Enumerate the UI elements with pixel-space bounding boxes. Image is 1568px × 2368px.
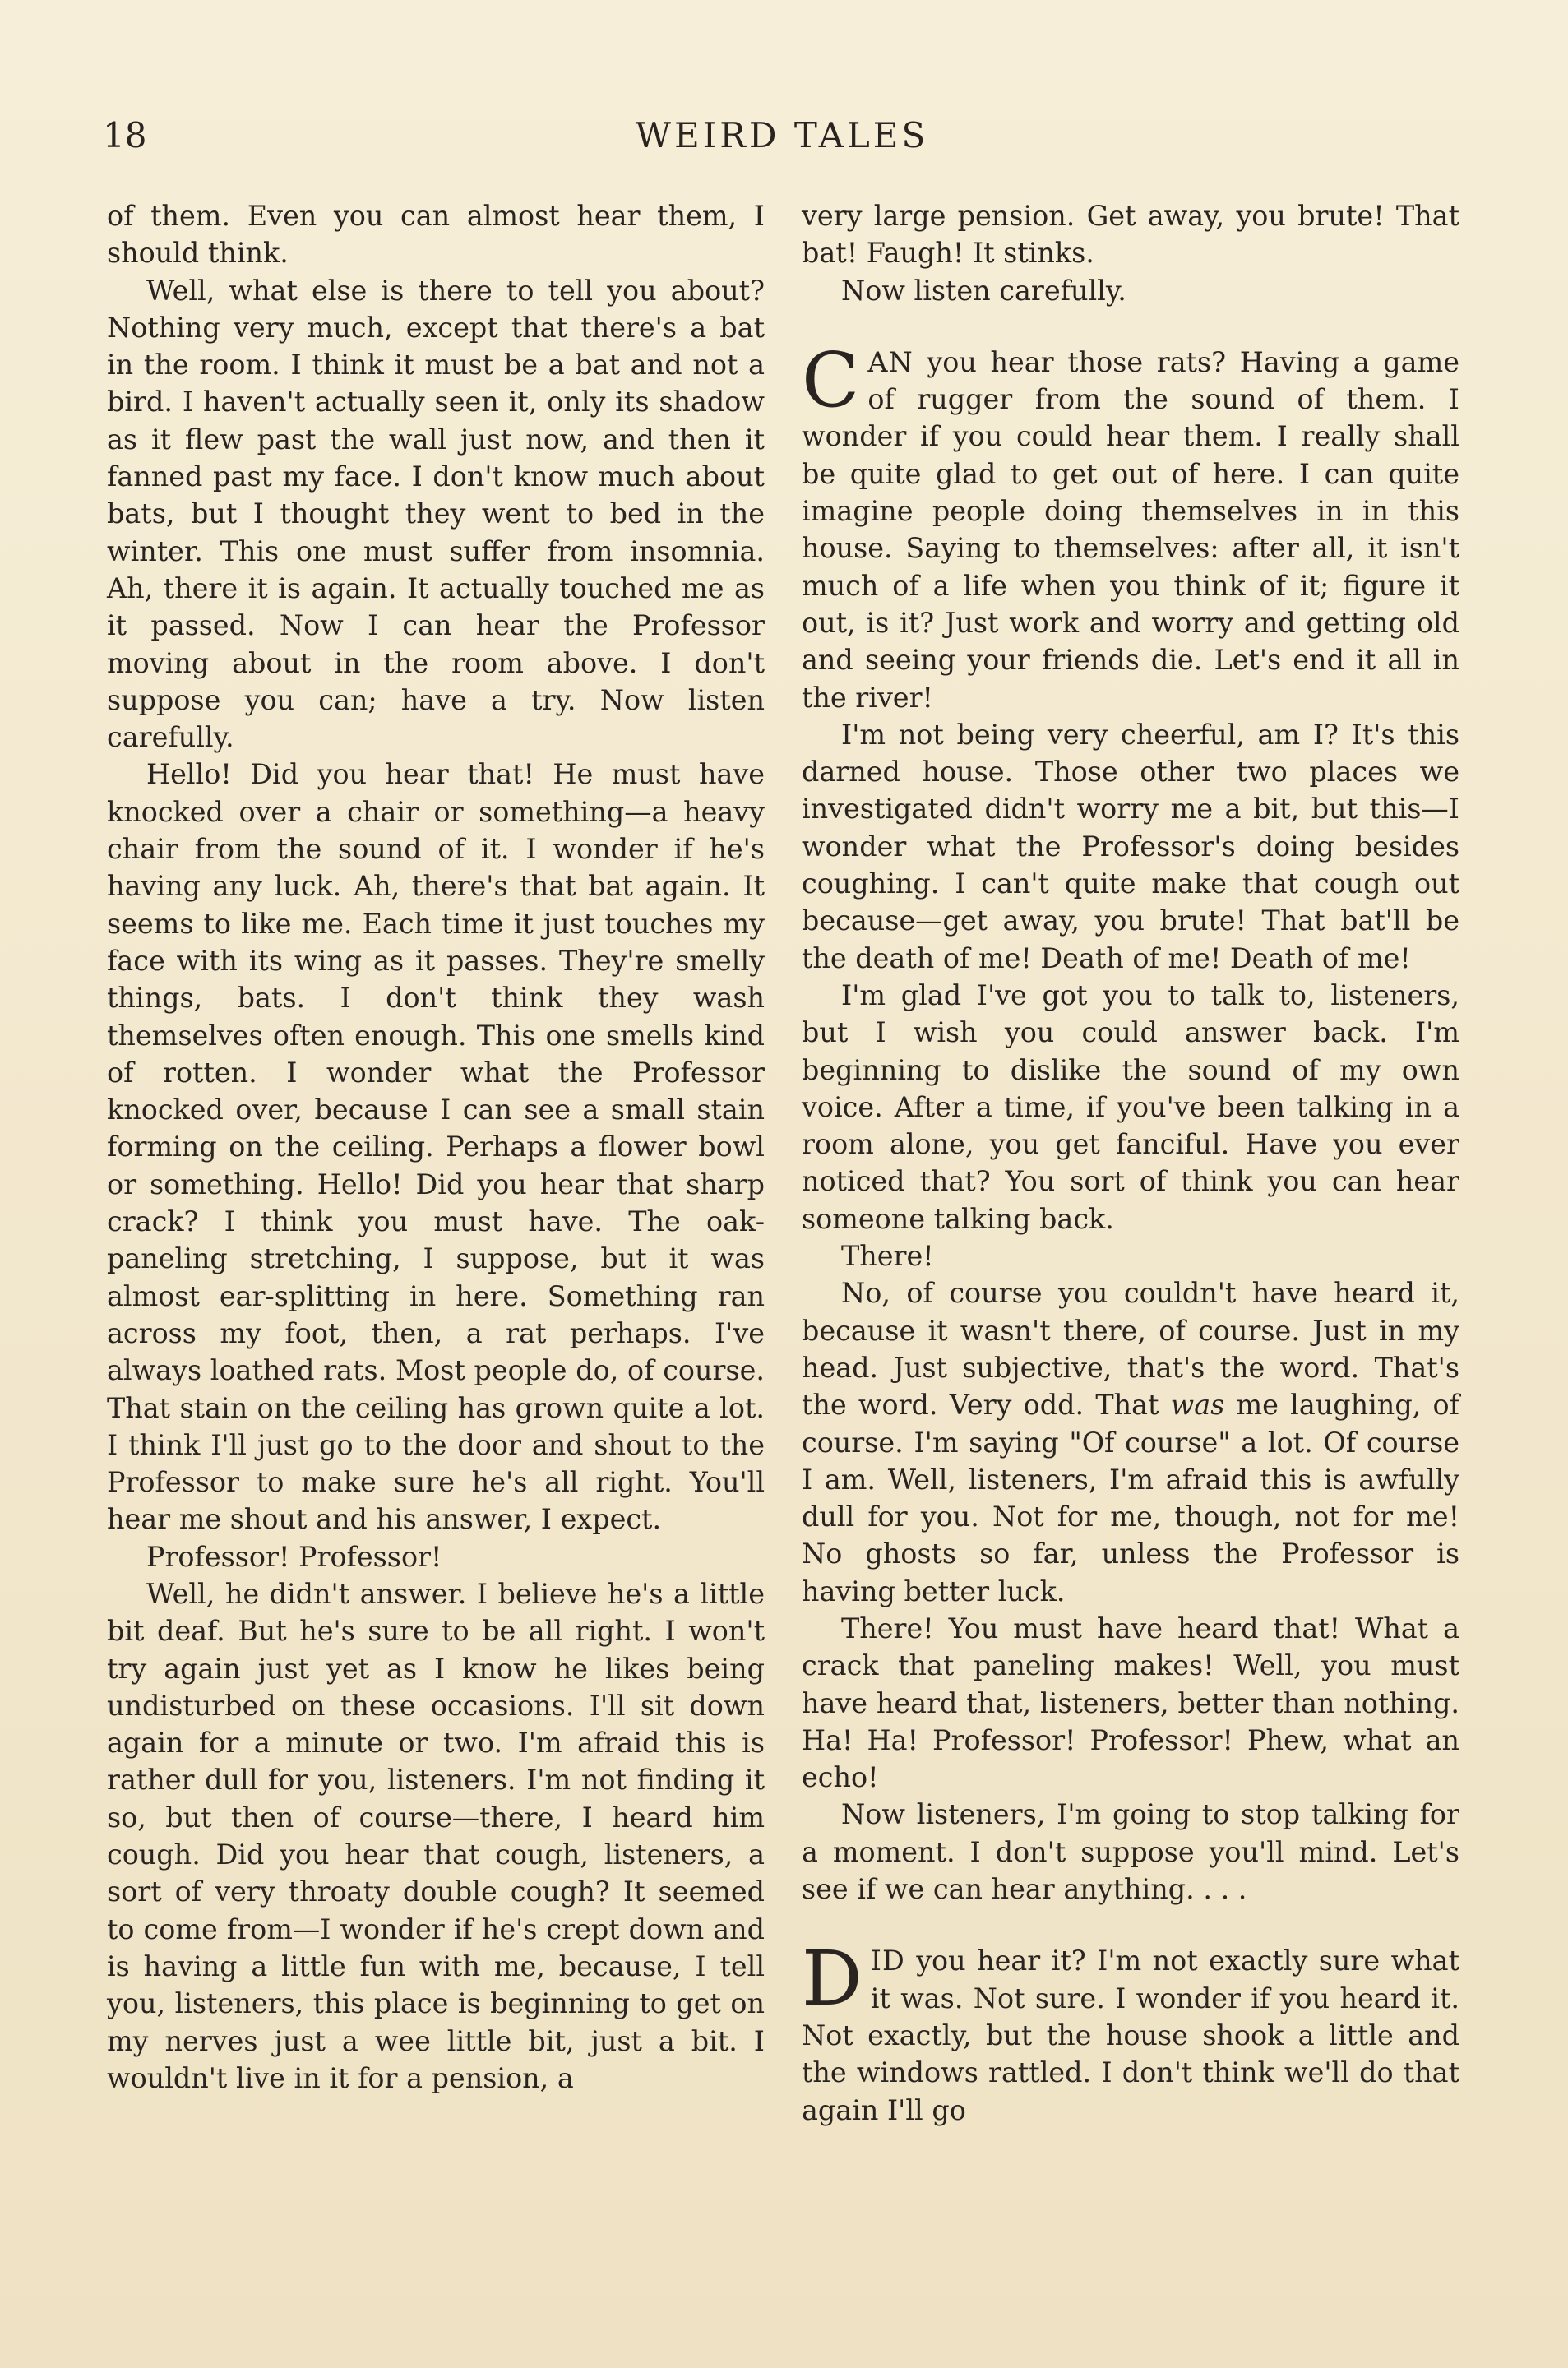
small-caps-lead: AN xyxy=(867,345,914,378)
paragraph: There! You must have heard that! What a crack that paneling makes! Well, you must have heard that, listeners, better than nothing. Ha! Ha! Professor! Professor! Phew, what an echo! xyxy=(802,1612,1459,1794)
page-number: 18 xyxy=(103,115,147,155)
drop-cap: C xyxy=(802,335,860,424)
paragraph: of them. Even you can almost hear them, I should think. xyxy=(107,200,765,270)
paragraph: Well, what else is there to tell you about? Nothing very much, except that there's a bat in the room. I think it must be a bat and not a bird. I haven't actually seen it, only its shadow as it flew past the wall just now, and then it fanned past my face. I don't know much about bats, but I thought they went to bed in the winter. This one must suffer from insomnia. Ah, there it is again. It actually touched me as it passed. Now I can hear the Professor moving about in the room above. I don't suppose you can; have a try. Now listen carefully. xyxy=(107,274,765,754)
paragraph: Well, he didn't answer. I believe he's a little bit deaf. But he's sure to be all right. I won't try again just yet as I know he likes being undisturbed on these occasions. I'll sit down again for a minute or two. I'm afraid this is rather dull for you, listeners. I'm not finding it so, but then of course—there, I heard him cough. Did you hear that cough, listeners, a sort of very throaty double cough? It seemed to come from—I wonder if he's crept down and is having a little fun with me, because, I tell you, listeners, this place is beginning to get on my nerves just a wee little bit, just a bit. I wouldn't live in it for a pension, a xyxy=(107,1577,765,2094)
left-column xyxy=(107,197,765,2097)
right-column xyxy=(802,197,1459,2129)
italic-word: was xyxy=(1170,1389,1225,1422)
paragraph: Now listen carefully. xyxy=(841,274,1126,307)
paragraph-text: you hear those rats? Having a game of rugger from the sound of them. I wonder if you could hear them. I really shall be quite glad to get out of here. I can quite imagine people doing themselves in in this house. Saying to themselves: after all, it isn't much of a life when you think of it; figure it out, is it? Just work and worry and getting old and seeing your friends die. Let's end it all in the river! xyxy=(802,345,1459,714)
paragraph: Professor! Professor! xyxy=(146,1540,442,1573)
magazine-title: WEIRD TALES xyxy=(635,115,929,155)
paragraph xyxy=(802,1274,1459,1610)
page-header xyxy=(103,115,1461,164)
paragraph: Hello! Did you hear that! He must have knocked over a chair or something—a heavy chair from the sound of it. I wonder if he's having any luck. Ah, there's that bat again. It seems to like me. Each time it just touches my face with its wing as it passes. They're smelly things, bats. I don't think they wash themselves often enough. This one smells kind of rotten. I wonder what the Professor knocked over, because I can see a small stain forming on the ceiling. Perhaps a flower bowl or something. Hello! Did you hear that sharp crack? I think you must have. The oak-paneling stretching, I suppose, but it was almost ear-splitting in here. Something ran across my foot, then, a rat perhaps. I've always loathed rats. Most people do, of course. That stain on the ceiling has grown quite a lot. I think I'll just go to the door and shout to the Professor to make sure he's all right. You'll hear me shout and his answer, I expect. xyxy=(107,758,765,1536)
drop-cap: D xyxy=(802,1935,863,2023)
paragraph: I'm not being very cheerful, am I? It's this darned house. Those other two places we investigated didn't worry me a bit, but this—I wonder what the Professor's doing besides coughing. I can't quite make that cough out because—get away, you brute! That bat'll be the death of me! Death of me! Death of me! xyxy=(802,718,1459,974)
paragraph: There! xyxy=(841,1240,934,1273)
paragraph-text: me laughing, of course. I'm saying "Of course" a lot. Of course I am. Well, listeners, I'm afraid this is awfully dull for you. Not for me, though, not for me! No ghosts so far, unless the Professor is having better luck. xyxy=(802,1389,1459,1607)
section-paragraph xyxy=(802,1935,1459,2128)
paragraph: very large pension. Get away, you brute! That bat! Faugh! It stinks. xyxy=(802,200,1459,270)
section-paragraph xyxy=(802,335,1459,716)
small-caps-lead: ID xyxy=(870,1945,905,1977)
paragraph: Now listeners, I'm going to stop talking for a moment. I don't suppose you'll mind. Let's see if we can hear anything. . . . xyxy=(802,1798,1459,1906)
paragraph: I'm glad I've got you to talk to, listeners, but I wish you could answer back. I'm beginning to dislike the sound of my own voice. After a time, if you've been talking in a room alone, you get fanciful. Have you ever noticed that? You sort of think you can hear someone talking back. xyxy=(802,978,1459,1235)
paragraph-text: you hear it? I'm not exactly sure what it was. Not sure. I wonder if you heard it. Not exactly, but the house shook a little and the windows rattled. I don't think we'll do that again I'll go xyxy=(802,1945,1459,2126)
paragraph-text: No, of course you couldn't have heard it, because it wasn't there, of course. Just in my head. Just subjective, that's the word. That's the word. Very odd. That xyxy=(802,1277,1459,1422)
